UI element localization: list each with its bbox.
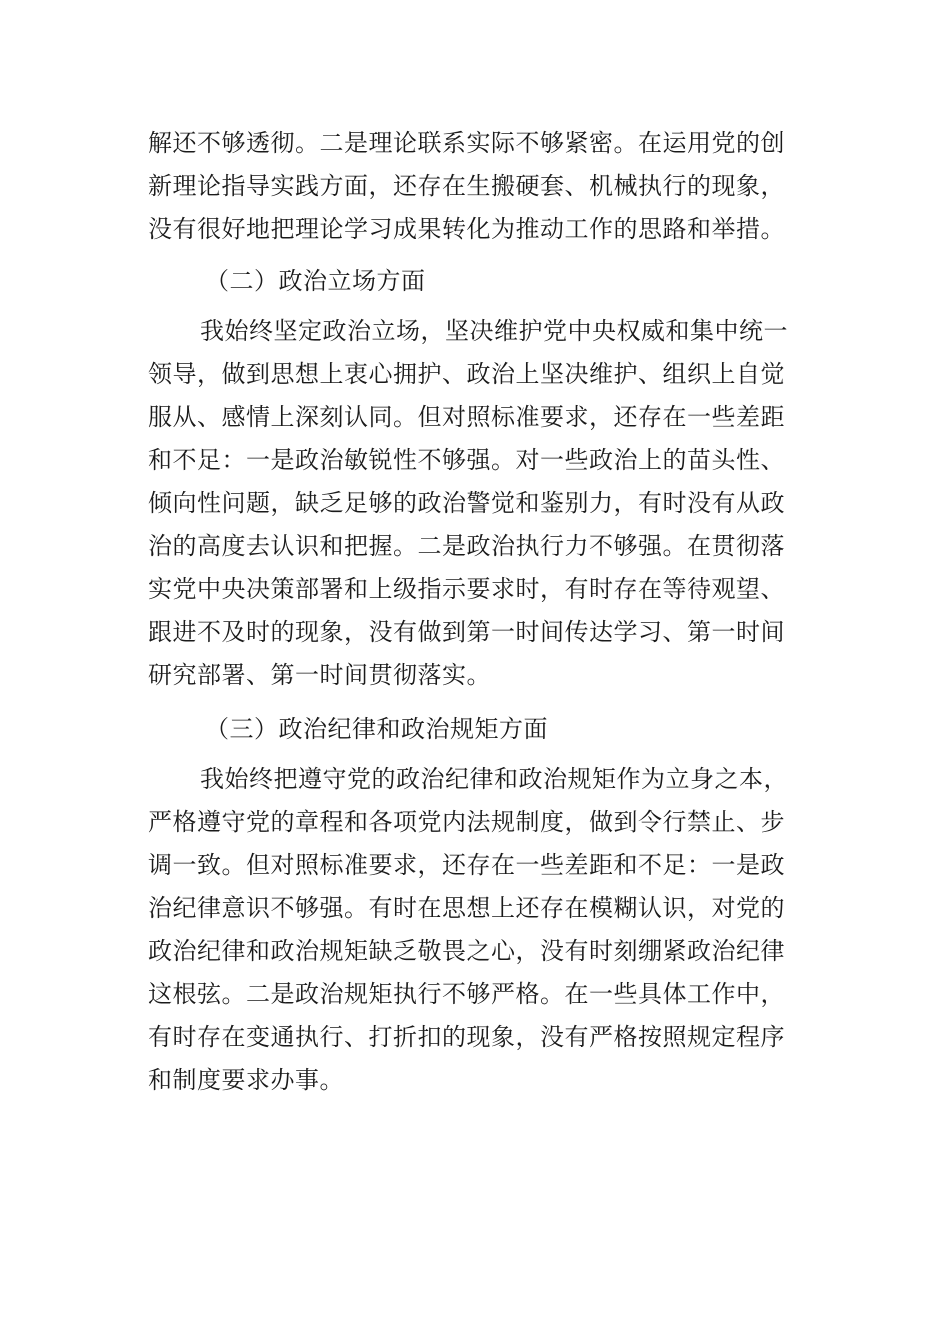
paragraph-line: 服从、感情上深刻认同。但对照标准要求，还存在一些差距 xyxy=(148,403,785,431)
paragraph-line: 研究部署、第一时间贯彻落实。 xyxy=(148,661,491,689)
paragraph-line: 政治纪律和政治规矩缺乏敬畏之心，没有时刻绷紧政治纪律 xyxy=(148,937,785,965)
paragraph-line: 有时存在变通执行、打折扣的现象，没有严格按照规定程序 xyxy=(148,1023,785,1051)
section-heading: （三）政治纪律和政治规矩方面 xyxy=(205,715,548,743)
paragraph-line: 我始终把遵守党的政治纪律和政治规矩作为立身之本， xyxy=(200,765,788,793)
paragraph-line: 跟进不及时的现象，没有做到第一时间传达学习、第一时间 xyxy=(148,618,785,646)
paragraph-line: 治的高度去认识和把握。二是政治执行力不够强。在贯彻落 xyxy=(148,532,785,560)
section-heading: （二）政治立场方面 xyxy=(205,267,426,295)
paragraph-line: 这根弦。二是政治规矩执行不够严格。在一些具体工作中， xyxy=(148,980,785,1008)
paragraph-line: 调一致。但对照标准要求，还存在一些差距和不足：一是政 xyxy=(148,851,785,879)
paragraph-line: 倾向性问题，缺乏足够的政治警觉和鉴别力，有时没有从政 xyxy=(148,489,785,517)
paragraph-line: 实党中央决策部署和上级指示要求时，有时存在等待观望、 xyxy=(148,575,785,603)
paragraph-line: 新理论指导实践方面，还存在生搬硬套、机械执行的现象， xyxy=(148,172,785,200)
paragraph-line: 没有很好地把理论学习成果转化为推动工作的思路和举措。 xyxy=(148,215,785,243)
paragraph-line: 我始终坚定政治立场，坚决维护党中央权威和集中统一 xyxy=(200,317,788,345)
paragraph-line: 治纪律意识不够强。有时在思想上还存在模糊认识，对党的 xyxy=(148,894,785,922)
paragraph-line: 和不足：一是政治敏锐性不够强。对一些政治上的苗头性、 xyxy=(148,446,785,474)
paragraph-line: 严格遵守党的章程和各项党内法规制度，做到令行禁止、步 xyxy=(148,808,785,836)
paragraph-line: 和制度要求办事。 xyxy=(148,1066,344,1094)
paragraph-line: 解还不够透彻。二是理论联系实际不够紧密。在运用党的创 xyxy=(148,129,785,157)
paragraph-line: 领导，做到思想上衷心拥护、政治上坚决维护、组织上自觉 xyxy=(148,360,785,388)
